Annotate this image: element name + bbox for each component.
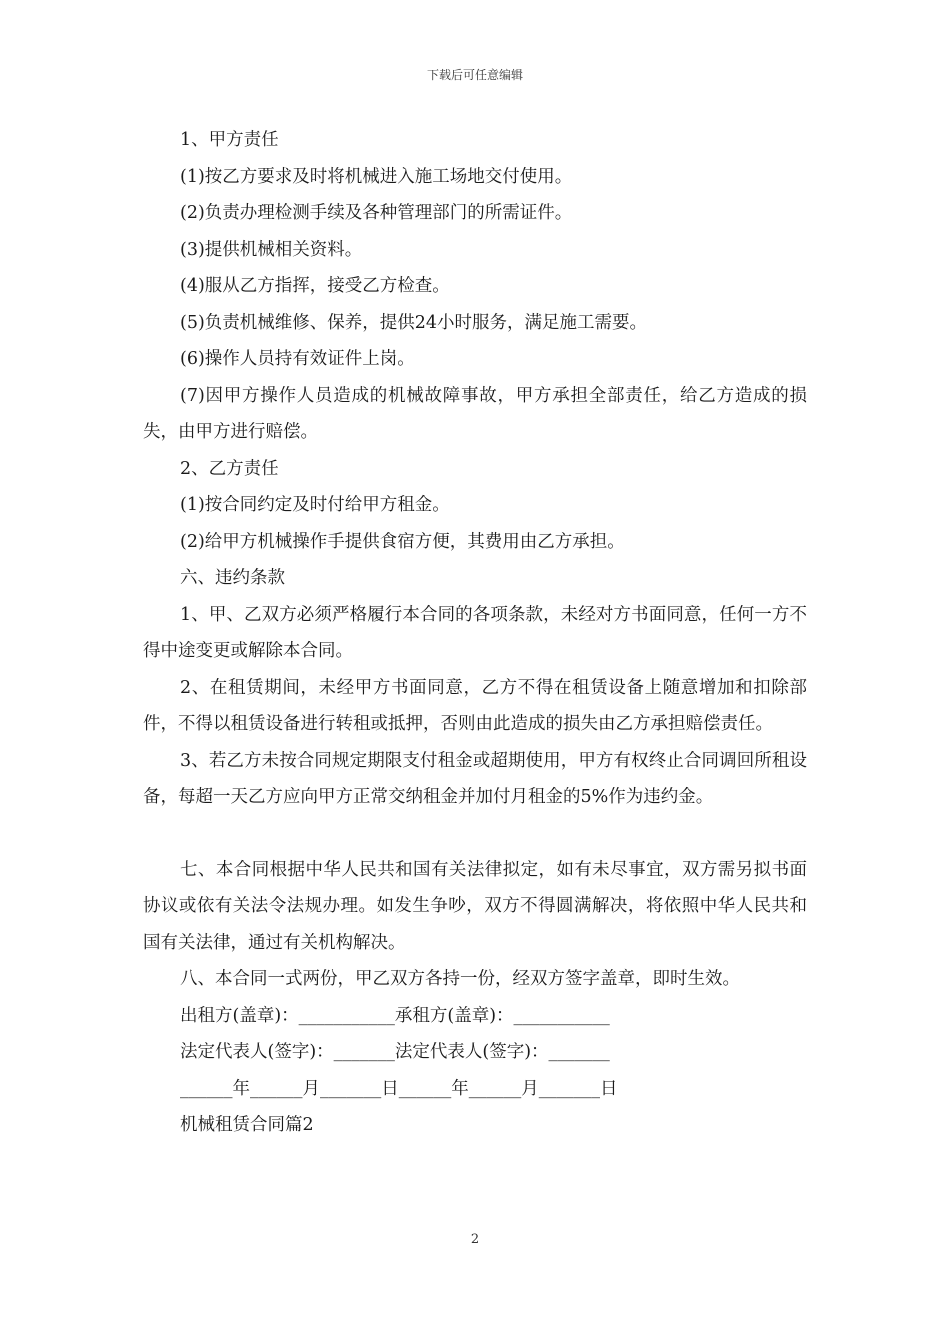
paragraph: 1、甲方责任 <box>180 130 279 150</box>
page-header: 下载后可任意编辑 <box>426 68 523 82</box>
paragraph: 2、在租赁期间，未经甲方书面同意，乙方不得在租赁设备上随意增加和扣除部件，不得以租赁设备进行转租或抵押，否则由此造成的损失由乙方承担赔偿责任。 <box>143 677 807 734</box>
paragraph-gap <box>143 816 807 852</box>
paragraph: (7)因甲方操作人员造成的机械故障事故，甲方承担全部责任，给乙方造成的损失，由甲方进行赔偿。 <box>143 385 807 442</box>
paragraph: (5)负责机械维修、保养，提供24小时服务，满足施工需要。 <box>180 312 648 333</box>
paragraph: (3)提供机械相关资料。 <box>180 239 363 260</box>
paragraph: (2)负责办理检测手续及各种管理部门的所需证件。 <box>180 203 573 223</box>
paragraph: 1、甲、乙双方必须严格履行本合同的各项条款，未经对方书面同意，任何一方不得中途变更或解除本合同。 <box>143 604 807 661</box>
paragraph: 六、违约条款 <box>180 568 285 588</box>
paragraph: 3、若乙方未按合同规定期限支付租金或超期使用，甲方有权终止合同调回所租设备，每超一天乙方应向甲方正常交纳租金并加付月租金的5%作为违约金。 <box>143 750 807 807</box>
paragraph: (4)服从乙方指挥，接受乙方检查。 <box>180 276 450 296</box>
paragraph: 2、乙方责任 <box>180 458 279 479</box>
page-number: 2 <box>470 1232 480 1247</box>
paragraph: 八、本合同一式两份，甲乙双方各持一份，经双方签字盖章，即时生效。 <box>180 969 740 989</box>
date-line: ______年______月_______日______年______月_______日 <box>180 1078 618 1099</box>
paragraph: (1)按合同约定及时付给甲方租金。 <box>180 495 450 515</box>
document-body <box>143 122 807 1144</box>
paragraph: 七、本合同根据中华人民共和国有关法律拟定，如有未尽事宜，双方需另拟书面协议或依有关法令法规办理。如发生争吵，双方不得圆满解决，将依照中华人民共和国有关法律，通过有关机构解决。 <box>143 859 807 953</box>
signature-line: 法定代表人(签字)：_______法定代表人(签字)：_______ <box>180 1042 610 1062</box>
section-title: 机械租赁合同篇2 <box>180 1115 314 1135</box>
signature-line: 出租方(盖章)：___________承租方(盖章)：___________ <box>180 1005 610 1026</box>
paragraph: (1)按乙方要求及时将机械进入施工场地交付使用。 <box>180 166 573 187</box>
paragraph: (6)操作人员持有效证件上岗。 <box>180 349 415 369</box>
paragraph: (2)给甲方机械操作手提供食宿方便，其费用由乙方承担。 <box>180 531 625 552</box>
